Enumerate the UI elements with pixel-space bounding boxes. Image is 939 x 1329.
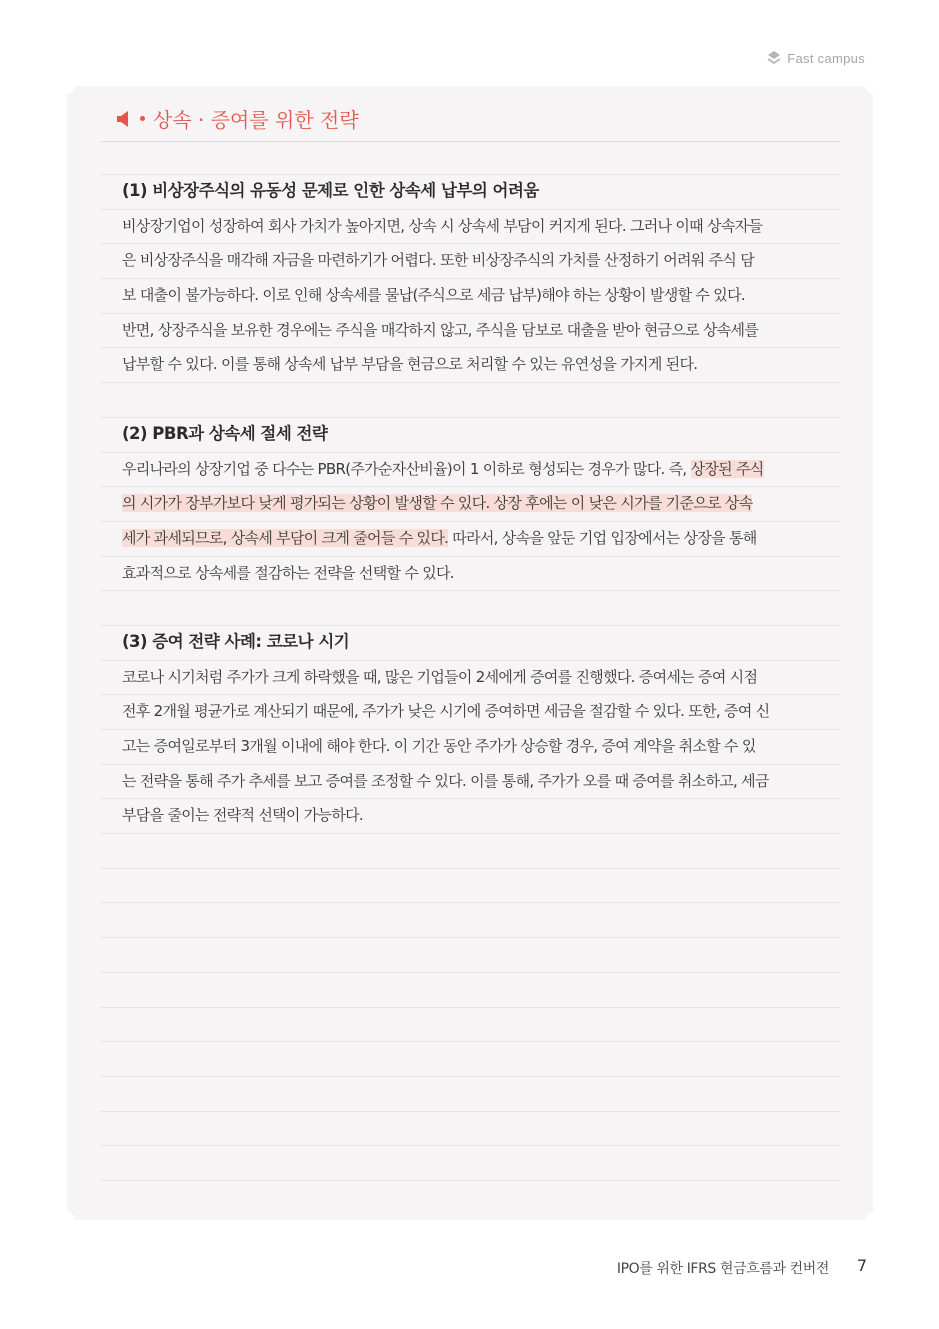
section-2-line <box>122 486 816 521</box>
highlighted-text: 의 시가가 장부가보다 낮게 평가되는 상황이 발생할 수 있다. 상장 후에는 이 낮은 시가를 기준으로 상속 <box>122 494 753 513</box>
section-1-line: 보 대출이 불가능하다. 이로 인해 상속세를 물납(주식으로 세금 납부)해야 하는 상황이 발생할 수 있다. <box>122 286 745 305</box>
section-1-line: 반면, 상장주식을 보유한 경우에는 주식을 매각하지 않고, 주식을 담보로 대출을 받아 현금으로 상속세를 <box>122 320 759 339</box>
section-1-line: 비상장기업이 성장하여 회사 가치가 높아지면, 상속 시 상속세 부담이 커지게 된다. 그러나 이때 상속자들 <box>122 216 763 235</box>
ruled-line <box>101 1076 841 1111</box>
section-2-line: 효과적으로 상속세를 절감하는 전략을 선택할 수 있다. <box>122 563 454 582</box>
ruled-line <box>101 1007 841 1042</box>
brand-name: Fast campus <box>787 50 865 66</box>
section-1-title: (1) 비상장주식의 유동성 문제로 인한 상속세 납부의 어려움 <box>122 181 539 200</box>
section-3-line: 는 전략을 통해 주가 추세를 보고 증여를 조정할 수 있다. 이를 통해, 주가가 오를 때 증여를 취소하고, 세금 <box>122 771 769 790</box>
section-heading <box>114 104 359 133</box>
note-content <box>122 174 816 833</box>
section-2-line3-text: 따라서, 상속을 앞둔 기업 입장에서는 상장을 통해 <box>448 528 757 547</box>
section-3-line: 고는 증여일로부터 3개월 이내에 해야 한다. 이 기간 동안 주가가 상승할 경우, 증여 계약을 취소할 수 있 <box>122 737 756 755</box>
section-3-line: 전후 2개월 평균가로 계산되기 때문에, 주가가 낮은 시기에 증여하면 세금을 절감할 수 있다. 또한, 증여 신 <box>122 702 770 721</box>
speaker-icon <box>114 110 134 128</box>
ruled-line <box>101 937 841 972</box>
section-2-line <box>122 521 816 556</box>
highlighted-text: 상장된 주식 <box>690 459 764 478</box>
ruled-line <box>101 833 841 868</box>
section-3-line: 코로나 시기처럼 주가가 크게 하락했을 때, 많은 기업들이 2세에게 증여를 진행했다. 증여세는 증여 시점 <box>122 667 758 686</box>
heading-text: 상속 · 증여를 위한 전략 <box>153 108 359 132</box>
page-number: 7 <box>856 1256 867 1275</box>
ruled-line <box>101 1111 841 1146</box>
heading-rule <box>101 141 841 142</box>
ruled-line <box>101 1145 841 1180</box>
section-1-line: 납부할 수 있다. 이를 통해 상속세 납부 부담을 현금으로 처리할 수 있는 유연성을 가지게 된다. <box>122 355 698 374</box>
footer-title: IPO를 위한 IFRS 현금흐름과 컨버젼 <box>616 1261 829 1277</box>
blank-line <box>122 382 816 417</box>
ruled-line <box>101 902 841 937</box>
ruled-line <box>101 1041 841 1076</box>
blank-line <box>122 590 816 625</box>
section-3-title: (3) 증여 전략 사례: 코로나 시기 <box>122 631 350 651</box>
ruled-line <box>101 868 841 903</box>
fastcampus-logo-icon <box>766 50 782 66</box>
brand-logo <box>766 50 865 66</box>
ruled-line <box>101 1180 841 1215</box>
section-2-line <box>122 452 816 487</box>
section-2-title: (2) PBR과 상속세 절세 전략 <box>122 423 328 443</box>
section-2-line1-text: 우리나라의 상장기업 중 다수는 PBR(주가순자산비율)이 1 이하로 형성되는 경우가 많다. 즉, <box>122 459 691 478</box>
ruled-line <box>101 972 841 1007</box>
section-1-line: 은 비상장주식을 매각해 자금을 마련하기가 어렵다. 또한 비상장주식의 가치를 산정하기 어려워 주식 담 <box>122 251 755 270</box>
section-3-line: 부담을 줄이는 전략적 선택이 가능하다. <box>122 806 363 825</box>
highlighted-text: 세가 과세되므로, 상속세 부담이 크게 줄어들 수 있다. <box>122 528 449 547</box>
